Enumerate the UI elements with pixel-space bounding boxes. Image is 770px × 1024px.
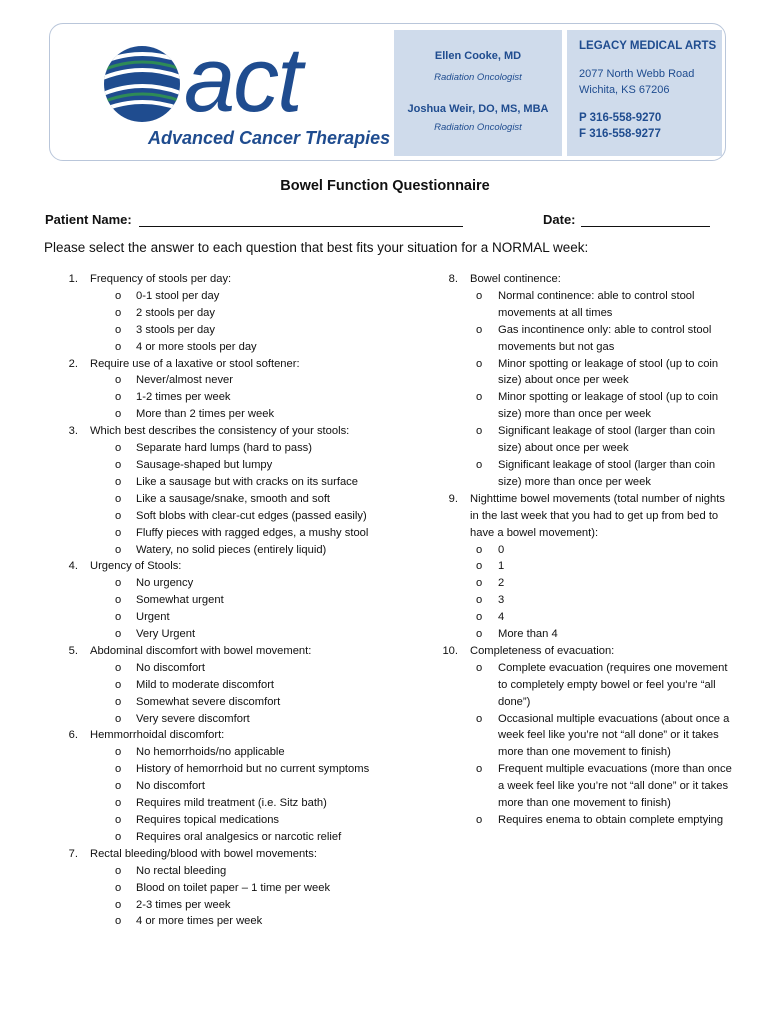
patient-name-label: Patient Name: <box>45 212 132 227</box>
option-circle[interactable]: o <box>476 323 483 336</box>
option-label: No rectal bleeding <box>136 864 227 877</box>
answer-option[interactable] <box>44 406 374 423</box>
answer-option[interactable] <box>424 389 734 423</box>
physicians-panel <box>394 30 562 156</box>
question <box>44 643 374 660</box>
answer-option[interactable] <box>44 660 374 677</box>
option-circle[interactable]: o <box>115 797 122 810</box>
option-circle[interactable]: o <box>115 746 122 759</box>
option-label: Somewhat severe discomfort <box>136 695 281 708</box>
question-number: 6. <box>68 729 78 742</box>
answer-option[interactable] <box>424 457 734 491</box>
answer-option[interactable] <box>44 288 374 305</box>
answer-options <box>424 660 734 829</box>
option-label: More than 4 <box>498 628 558 641</box>
option-label: No urgency <box>136 577 194 590</box>
option-label: No discomfort <box>136 780 206 793</box>
answer-option[interactable] <box>44 795 374 812</box>
question <box>44 423 374 440</box>
answer-option[interactable] <box>424 761 734 812</box>
question-text: Rectal bleeding/blood with bowel movements: <box>90 847 317 860</box>
org-name: LEGACY MEDICAL ARTS <box>579 40 717 52</box>
answer-option[interactable] <box>44 880 374 897</box>
option-label: Watery, no solid pieces (entirely liquid) <box>136 543 327 556</box>
option-label: Never/almost never <box>136 374 233 387</box>
option-circle[interactable]: o <box>476 661 483 674</box>
option-label: Requires enema to obtain complete emptying <box>498 814 724 826</box>
answer-option[interactable] <box>44 542 374 559</box>
option-label: Frequent multiple evacuations (more than once a week feel like you’re not “all done” or it takes more than one movement to finish) <box>498 763 732 810</box>
option-label: Urgent <box>136 611 170 624</box>
answer-options <box>424 288 734 491</box>
street-address: 2077 North Webb Road <box>579 68 695 80</box>
answer-option[interactable] <box>424 575 734 592</box>
logo-tagline: Advanced Cancer Therapies <box>148 128 391 148</box>
question-text: Which best describes the consistency of your stools: <box>90 425 350 438</box>
question-text: Require use of a laxative or stool softener: <box>90 357 300 370</box>
answer-option[interactable] <box>44 322 374 339</box>
option-circle[interactable]: o <box>115 594 122 607</box>
option-circle[interactable]: o <box>115 340 122 353</box>
option-label: History of hemorrhoid but no current symptoms <box>136 763 370 776</box>
answer-options <box>424 542 734 643</box>
answer-option[interactable] <box>424 812 734 829</box>
option-circle[interactable]: o <box>476 594 483 607</box>
question-text: Urgency of Stools: <box>90 560 182 573</box>
question <box>424 491 734 542</box>
question <box>44 356 374 373</box>
answer-option[interactable] <box>44 677 374 694</box>
answer-option[interactable] <box>424 558 734 575</box>
option-circle[interactable]: o <box>115 306 122 319</box>
option-circle[interactable]: o <box>115 712 122 725</box>
option-label: Fluffy pieces with ragged edges, a mushy stool <box>136 526 369 539</box>
option-label: Very Urgent <box>136 628 196 641</box>
option-label: 1 <box>498 560 505 573</box>
question <box>44 846 374 863</box>
option-circle[interactable]: o <box>115 475 122 488</box>
option-label: Very severe discomfort <box>136 712 250 725</box>
date-label: Date: <box>543 212 576 227</box>
answer-option[interactable] <box>424 711 734 762</box>
option-circle[interactable]: o <box>476 560 483 573</box>
questions-left-column <box>44 271 374 930</box>
question-text: Completeness of evacuation: <box>470 644 615 657</box>
physician-title: Radiation Oncologist <box>434 72 522 83</box>
option-label: 1-2 times per week <box>136 391 231 404</box>
option-label: 4 <box>498 611 505 624</box>
option-label: Complete evacuation (requires one movement to completely empty bowel or feel you’re “all done”) <box>498 661 728 708</box>
question-text: Abdominal discomfort with bowel movement: <box>90 644 312 657</box>
answer-option[interactable] <box>44 863 374 880</box>
option-circle[interactable]: o <box>476 628 483 641</box>
answer-option[interactable] <box>424 660 734 711</box>
answer-option[interactable] <box>44 474 374 491</box>
answer-option[interactable] <box>424 626 734 643</box>
question <box>44 271 374 288</box>
question-text: Bowel continence: <box>470 273 561 285</box>
option-label: 0 <box>498 543 505 556</box>
option-label: 4 or more times per week <box>136 915 263 928</box>
answer-option[interactable] <box>424 542 734 559</box>
option-circle[interactable]: o <box>115 881 122 894</box>
answer-option[interactable] <box>424 356 734 390</box>
answer-options <box>44 660 374 728</box>
option-circle[interactable]: o <box>115 289 122 302</box>
physician-title: Radiation Oncologist <box>434 122 522 133</box>
answer-option[interactable] <box>44 812 374 829</box>
instructions: Please select the answer to each question that best fits your situation for a NORMAL week: <box>44 240 589 255</box>
question-number: 7. <box>68 847 78 860</box>
answer-option[interactable] <box>44 508 374 525</box>
question-number: 3. <box>68 425 78 438</box>
option-circle[interactable]: o <box>115 864 122 877</box>
option-circle[interactable]: o <box>476 611 483 624</box>
option-label: Occasional multiple evacuations (about once a week feel like you’re not “all done” or it takes more than one movement to finish) <box>498 712 730 759</box>
patient-name-field[interactable] <box>139 226 463 227</box>
option-label: Sausage-shaped but lumpy <box>136 458 273 471</box>
logo-wordmark: act <box>184 29 301 131</box>
option-circle[interactable]: o <box>115 678 122 691</box>
option-circle[interactable]: o <box>115 814 122 826</box>
answer-option[interactable] <box>44 913 374 930</box>
answer-options <box>44 440 374 558</box>
answer-option[interactable] <box>424 609 734 626</box>
answer-options <box>44 575 374 643</box>
answer-option[interactable] <box>44 491 374 508</box>
answer-option[interactable] <box>44 440 374 457</box>
answer-options <box>44 372 374 423</box>
answer-option[interactable] <box>44 389 374 406</box>
answer-option[interactable] <box>44 897 374 914</box>
answer-option[interactable] <box>424 322 734 356</box>
letterhead <box>49 23 726 161</box>
answer-option[interactable] <box>44 575 374 592</box>
question-number: 2. <box>68 357 78 370</box>
option-circle[interactable]: o <box>115 611 122 624</box>
physician-name: Ellen Cooke, MD <box>434 50 522 62</box>
option-label: Minor spotting or leakage of stool (up to coin size) about once per week <box>498 357 719 387</box>
answer-option[interactable] <box>44 626 374 643</box>
form-title: Bowel Function Questionnaire <box>280 178 490 194</box>
question <box>44 558 374 575</box>
question-number: 1. <box>68 273 78 285</box>
option-label: Requires mild treatment (i.e. Sitz bath) <box>136 797 327 810</box>
fax-number: F 316-558-9277 <box>579 128 661 140</box>
answer-option[interactable] <box>424 592 734 609</box>
option-circle[interactable]: o <box>115 458 122 471</box>
option-label: 2 <box>498 577 505 590</box>
option-circle[interactable]: o <box>476 712 483 725</box>
question <box>44 727 374 744</box>
option-label: Soft blobs with clear-cut edges (passed easily) <box>136 509 367 522</box>
act-logo <box>98 29 398 158</box>
question <box>424 643 734 660</box>
question-text: Hemmorrhoidal discomfort: <box>90 729 225 742</box>
option-label: Like a sausage but with cracks on its surface <box>136 475 358 488</box>
physician-name: Joshua Weir, DO, MS, MBA <box>407 103 549 115</box>
option-label: 3 stools per day <box>136 323 215 336</box>
question-number: 10. <box>442 644 458 657</box>
option-circle[interactable]: o <box>115 915 122 928</box>
option-circle[interactable]: o <box>476 425 483 438</box>
answer-option[interactable] <box>44 829 374 846</box>
answer-options <box>44 744 374 845</box>
question-number: 8. <box>448 273 458 285</box>
option-label: Normal continence: able to control stool movements at all times <box>498 289 695 319</box>
option-circle[interactable]: o <box>115 577 122 590</box>
questions-right-column <box>424 271 734 829</box>
option-circle[interactable]: o <box>115 661 122 674</box>
option-circle[interactable]: o <box>115 509 122 522</box>
answer-options <box>44 863 374 931</box>
question-number: 9. <box>448 492 458 505</box>
option-circle[interactable]: o <box>115 442 122 455</box>
option-circle[interactable]: o <box>115 323 122 336</box>
option-circle[interactable]: o <box>115 830 122 843</box>
option-label: Somewhat urgent <box>136 594 224 607</box>
option-circle[interactable]: o <box>115 695 122 708</box>
question-number: 4. <box>68 560 78 573</box>
date-field[interactable] <box>581 226 710 227</box>
option-label: No discomfort <box>136 661 206 674</box>
option-label: Requires topical medications <box>136 814 280 826</box>
option-circle[interactable]: o <box>476 357 483 370</box>
option-label: 2 stools per day <box>136 306 215 319</box>
option-label: 3 <box>498 594 505 607</box>
option-circle[interactable]: o <box>115 408 122 421</box>
answer-option[interactable] <box>44 694 374 711</box>
answer-option[interactable] <box>44 525 374 542</box>
option-circle[interactable]: o <box>115 898 122 911</box>
option-label: More than 2 times per week <box>136 408 275 421</box>
address-panel <box>567 30 722 156</box>
option-circle[interactable]: o <box>115 780 122 793</box>
option-circle[interactable]: o <box>115 526 122 539</box>
answer-option[interactable] <box>44 592 374 609</box>
answer-option[interactable] <box>44 305 374 322</box>
option-label: Gas incontinence only: able to control stool movements but not gas <box>498 323 712 353</box>
option-circle[interactable]: o <box>115 391 122 404</box>
option-circle[interactable]: o <box>476 289 483 302</box>
option-label: Minor spotting or leakage of stool (up to coin size) more than once per week <box>498 391 719 421</box>
option-label: Separate hard lumps (hard to pass) <box>136 442 312 455</box>
option-label: No hemorrhoids/no applicable <box>136 746 285 759</box>
answer-option[interactable] <box>44 609 374 626</box>
option-circle[interactable]: o <box>476 763 483 776</box>
answer-option[interactable] <box>44 711 374 728</box>
option-label: Significant leakage of stool (larger than coin size) about once per week <box>498 425 716 455</box>
option-label: Mild to moderate discomfort <box>136 678 275 691</box>
answer-option[interactable] <box>44 761 374 778</box>
answer-option[interactable] <box>424 423 734 457</box>
option-circle[interactable]: o <box>476 814 483 826</box>
option-circle[interactable]: o <box>115 763 122 776</box>
answer-option[interactable] <box>44 457 374 474</box>
answer-option[interactable] <box>44 778 374 795</box>
answer-option[interactable] <box>44 339 374 356</box>
answer-option[interactable] <box>424 288 734 322</box>
option-circle[interactable]: o <box>476 458 483 471</box>
question <box>424 271 734 288</box>
option-circle[interactable]: o <box>476 543 483 556</box>
option-label: Requires oral analgesics or narcotic relief <box>136 830 342 843</box>
question-text: Frequency of stools per day: <box>90 273 232 285</box>
option-circle[interactable]: o <box>476 391 483 404</box>
option-circle[interactable]: o <box>115 374 122 387</box>
option-label: 0-1 stool per day <box>136 289 220 302</box>
question-text: Nighttime bowel movements (total number of nights in the last week that you had to get up from bed to have a bowel movement): <box>470 492 725 539</box>
option-label: Significant leakage of stool (larger than coin size) more than once per week <box>498 458 716 488</box>
globe-icon <box>98 40 188 130</box>
answer-option[interactable] <box>44 744 374 761</box>
option-circle[interactable]: o <box>476 577 483 590</box>
answer-options <box>44 288 374 356</box>
option-label: Blood on toilet paper – 1 time per week <box>136 881 331 894</box>
option-label: Like a sausage/snake, smooth and soft <box>136 492 331 505</box>
option-circle[interactable]: o <box>115 628 122 641</box>
option-label: 2-3 times per week <box>136 898 231 911</box>
phone-number: P 316-558-9270 <box>579 112 662 124</box>
option-circle[interactable]: o <box>115 543 122 556</box>
option-circle[interactable]: o <box>115 492 122 505</box>
question-number: 5. <box>68 644 78 657</box>
option-label: 4 or more stools per day <box>136 340 257 353</box>
city-state-zip: Wichita, KS 67206 <box>579 84 670 96</box>
answer-option[interactable] <box>44 372 374 389</box>
